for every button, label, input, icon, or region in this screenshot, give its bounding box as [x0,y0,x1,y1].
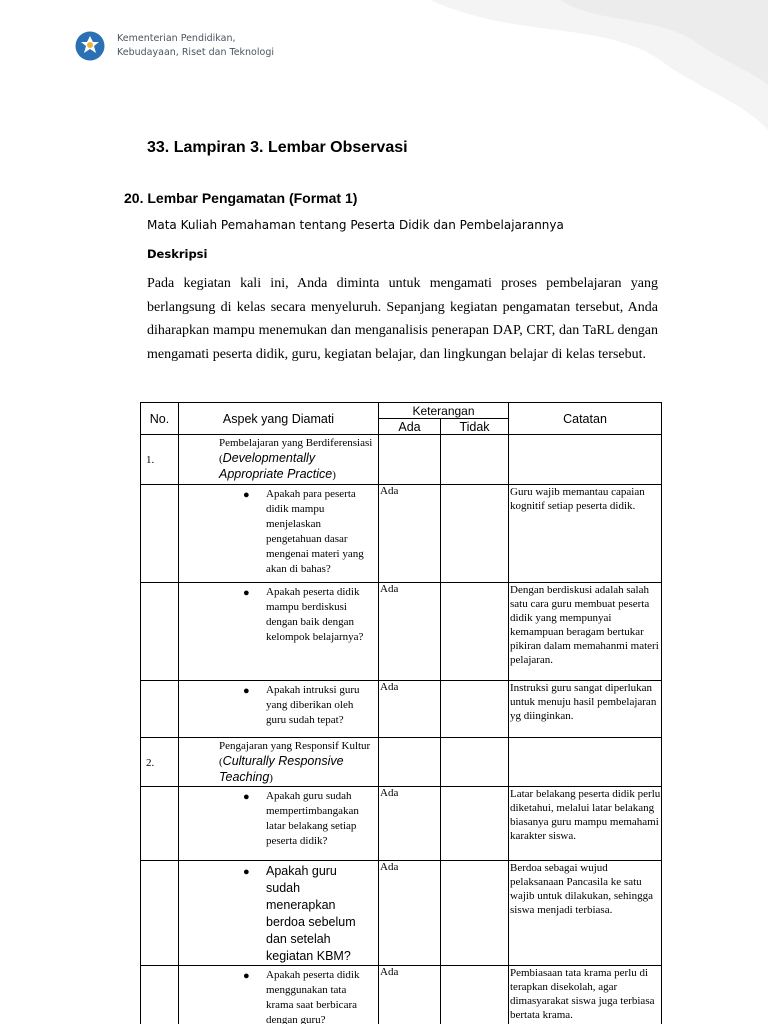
question-text: Apakah guru sudah mempertimbangakan latar belakang setiap peserta didik? [266,790,359,847]
section-number: 2. [141,738,179,787]
ada-cell: Ada [379,681,441,738]
table-row [141,485,662,583]
tidak-cell [441,861,509,966]
bullet-icon: ● [243,866,250,878]
ministry-line-2: Kebudayaan, Riset dan Teknologi [117,47,274,58]
ada-cell: Ada [379,583,441,681]
catatan-cell: Instruksi guru sangat diperlukan untuk menuju hasil pembelajaran yg diinginkan. [509,681,662,738]
question-cell [179,787,379,861]
number-cell [141,787,179,861]
catatan-cell: Berdoa sebagai wujud pelaksanaan Pancasila ke satu wajib untuk dilakukan, sehingga siswa menjadi terbiasa. [509,861,662,966]
section-title: 20. Lembar Pengamatan (Format 1) [124,190,358,206]
catatan-cell [509,435,662,485]
question-cell [179,485,379,583]
background-wave [0,0,768,140]
number-cell [141,861,179,966]
catatan-cell: Latar belakang peserta didik perlu diketahui, melalui latar belakang biasanya guru mampu memahami karakter siswa. [509,787,662,861]
header-catatan: Catatan [509,403,662,435]
catatan-cell: Dengan berdiskusi adalah salah satu cara guru membuat peserta didik yang mempunyai kemampuan beragam bertukar pikiran dalam memahanmi materi pelajaran. [509,583,662,681]
number-cell [141,583,179,681]
section-title-end: ) [269,772,273,784]
header-no: No. [141,403,179,435]
description-heading: Deskripsi [147,247,208,261]
section-title-end: ) [332,469,336,481]
section-title-italic: Developmentally Appropriate Practice [219,451,333,481]
ada-cell: Ada [379,485,441,583]
header-tidak: Tidak [441,419,509,435]
table-row [141,681,662,738]
tidak-cell [441,966,509,1024]
table-row [141,861,662,966]
table-row [141,583,662,681]
question-cell [179,681,379,738]
question-cell [179,861,379,966]
ministry-name [117,32,274,60]
table-row [141,966,662,1024]
number-cell [141,485,179,583]
table-row [141,787,662,861]
bullet-icon: ● [243,685,250,697]
section-row [141,435,662,485]
section-title-text: Pembelajaran yang Berdiferensiasi ( [219,437,373,465]
bullet-icon: ● [243,489,250,501]
ada-cell [379,738,441,787]
ada-cell [379,435,441,485]
question-text: Apakah peserta didik menggunakan tata krama saat berbicara dengan guru? [266,969,360,1024]
header-aspek: Aspek yang Diamati [179,403,379,435]
bullet-icon: ● [243,587,250,599]
header-keterangan: Keterangan [379,403,509,419]
question-cell [179,583,379,681]
bullet-icon: ● [243,970,250,982]
tidak-cell [441,583,509,681]
ada-cell: Ada [379,966,441,1024]
section-row [141,738,662,787]
course-subtitle: Mata Kuliah Pemahaman tentang Peserta Didik dan Pembelajarannya [147,218,564,232]
tidak-cell [441,435,509,485]
tidak-cell [441,485,509,583]
header-ada: Ada [379,419,441,435]
description-paragraph: Pada kegiatan kali ini, Anda diminta untuk mengamati proses pembelajaran yang berlangsung di kelas secara menyeluruh. Sepanjang kegiatan pengamatan tersebut, Anda diharapkan mampu menemukan dan menganalisis penerapan DAP, CRT, dan TaRL dengan mengamati peserta didik, guru, kegiatan belajar, dan lingkungan belajar di kelas tersebut. [147,276,658,362]
section-title-text: Pengajaran yang Responsif Kultur ( [219,740,371,768]
page-heading: 33. Lampiran 3. Lembar Observasi [147,139,408,156]
tidak-cell [441,787,509,861]
number-cell [141,966,179,1024]
catatan-cell: Guru wajib memantau capaian kognitif setiap peserta didik. [509,485,662,583]
section-title-italic: Culturally Responsive Teaching [219,754,344,784]
ministry-line-1: Kementerian Pendidikan, [117,33,236,44]
question-text: Apakah peserta didik mampu berdiskusi dengan baik dengan kelompok belajarnya? [266,586,364,643]
ministry-logo-icon [75,31,105,61]
question-cell [179,966,379,1024]
bullet-icon: ● [243,791,250,803]
section-title-cell [179,435,379,485]
tidak-cell [441,681,509,738]
number-cell [141,681,179,738]
section-title-cell [179,738,379,787]
ada-cell: Ada [379,861,441,966]
catatan-cell: Pembiasaan tata krama perlu di terapkan disekolah, agar dimasyarakat siswa juga terbiasa bertata krama. [509,966,662,1024]
section-number: 1. [141,435,179,485]
question-text: Apakah para peserta didik mampu menjelaskan pengetahuan dasar mengenai materi yang akan di bahas? [266,488,364,575]
question-text: Apakah guru sudah menerapkan berdoa sebelum dan setelah kegiatan KBM? [266,864,356,963]
catatan-cell [509,738,662,787]
ada-cell: Ada [379,787,441,861]
tidak-cell [441,738,509,787]
observation-table [140,402,662,1024]
question-text: Apakah intruksi guru yang diberikan oleh guru sudah tepat? [266,684,360,726]
